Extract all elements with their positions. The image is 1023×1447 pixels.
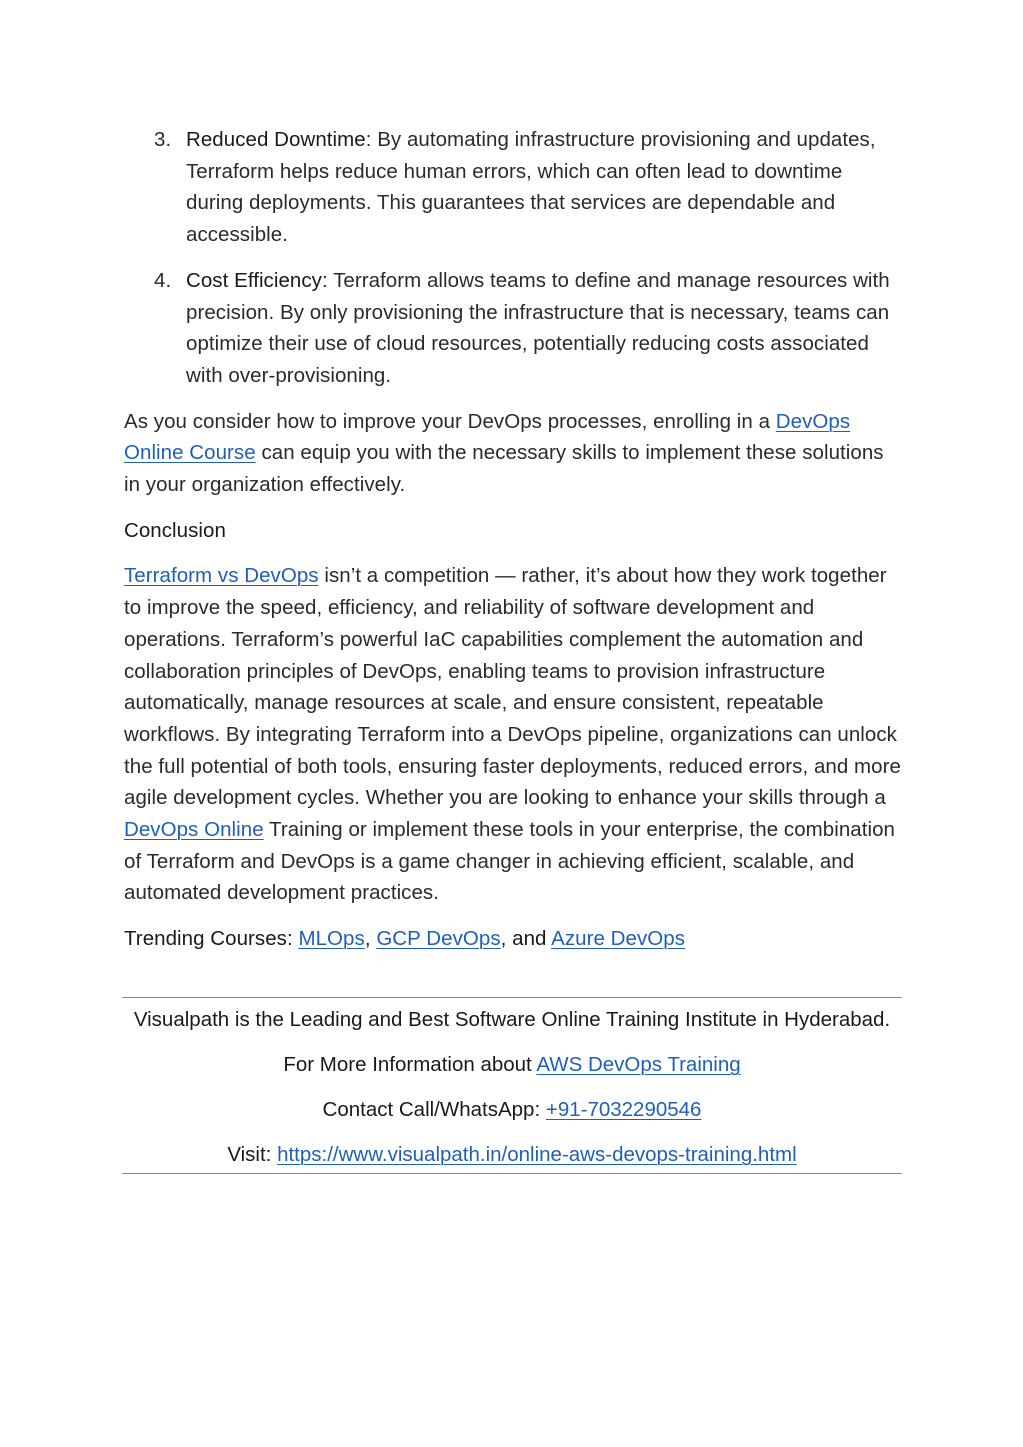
document-body xyxy=(124,124,904,955)
footer-block xyxy=(122,997,902,1174)
phone-link[interactable]: +91-7032290546 xyxy=(545,1098,702,1121)
website-link[interactable]: https://www.visualpath.in/online-aws-devops-training.html xyxy=(277,1143,797,1166)
list-term: Cost Efficiency xyxy=(186,268,322,292)
list-term: Reduced Downtime xyxy=(186,128,366,151)
contact-line: Contact Call/WhatsApp: +91-7032290546 xyxy=(322,1098,702,1121)
mlops-link[interactable]: MLOps xyxy=(298,927,365,951)
devops-online-link[interactable]: DevOps Online xyxy=(124,818,264,842)
list-item-cost-efficiency xyxy=(124,265,904,392)
conclusion-paragraph: Terraform vs DevOps isn’t a competition — rather, it’s about how they work together to improve the speed, efficiency, and reliability of software development and operations. Terraform’s powerful IaC capabilities complement the automation and collaboration principles of DevOps, enabling teams to provision infrastructure automatically, manage resources at scale, and ensure consistent, repeatable workflows. By integrating Terraform into a DevOps pipeline, organizations can unlock the full potential of both tools, ensuring faster deployments, reduced errors, and more agile development cycles. Whether you are looking to enhance your skills through a DevOps Online Training or implement these tools in your enterprise, the combination of Terraform and DevOps is a game changer in achieving efficient, scalable, and automated development practices. xyxy=(124,564,901,905)
gcp-devops-link[interactable]: GCP DevOps xyxy=(376,927,501,951)
trending-courses: Trending Courses: MLOps, GCP DevOps, and Azure DevOps xyxy=(124,927,685,951)
devops-course-paragraph: As you consider how to improve your DevOps processes, enrolling in a DevOps Online Course can equip you with the necessary skills to implement these solutions in your organization effectively. xyxy=(124,409,884,497)
footer-top-divider xyxy=(122,997,902,998)
visit-line: Visit: https://www.visualpath.in/online-aws-devops-training.html xyxy=(227,1143,797,1166)
azure-devops-link[interactable]: Azure DevOps xyxy=(551,927,685,951)
terraform-vs-devops-link[interactable]: Terraform vs DevOps xyxy=(124,564,319,588)
devops-online-course-link[interactable]: DevOps Online Course xyxy=(124,409,851,465)
institute-statement: Visualpath is the Leading and Best Software Online Training Institute in Hyderabad. xyxy=(133,1008,891,1031)
more-info-line: For More Information about AWS DevOps Training xyxy=(283,1053,741,1076)
list-number: 4. xyxy=(154,268,172,292)
list-item-reduced-downtime xyxy=(124,124,904,251)
list-text: : By automating infrastructure provisioning and updates, Terraform helps reduce human errors, which can often lead to downtime during deployments. This guarantees that services are dependable and accessible. xyxy=(186,128,876,247)
footer-bottom-divider xyxy=(122,1173,902,1174)
list-text: : Terraform allows teams to define and manage resources with precision. By only provisioning the infrastructure that is necessary, teams can optimize their use of cloud resources, potentially reducing costs associated with over-provisioning. xyxy=(186,268,890,387)
conclusion-heading: Conclusion xyxy=(124,518,226,542)
aws-devops-training-link[interactable]: AWS DevOps Training xyxy=(536,1053,741,1076)
list-number: 3. xyxy=(154,128,172,151)
